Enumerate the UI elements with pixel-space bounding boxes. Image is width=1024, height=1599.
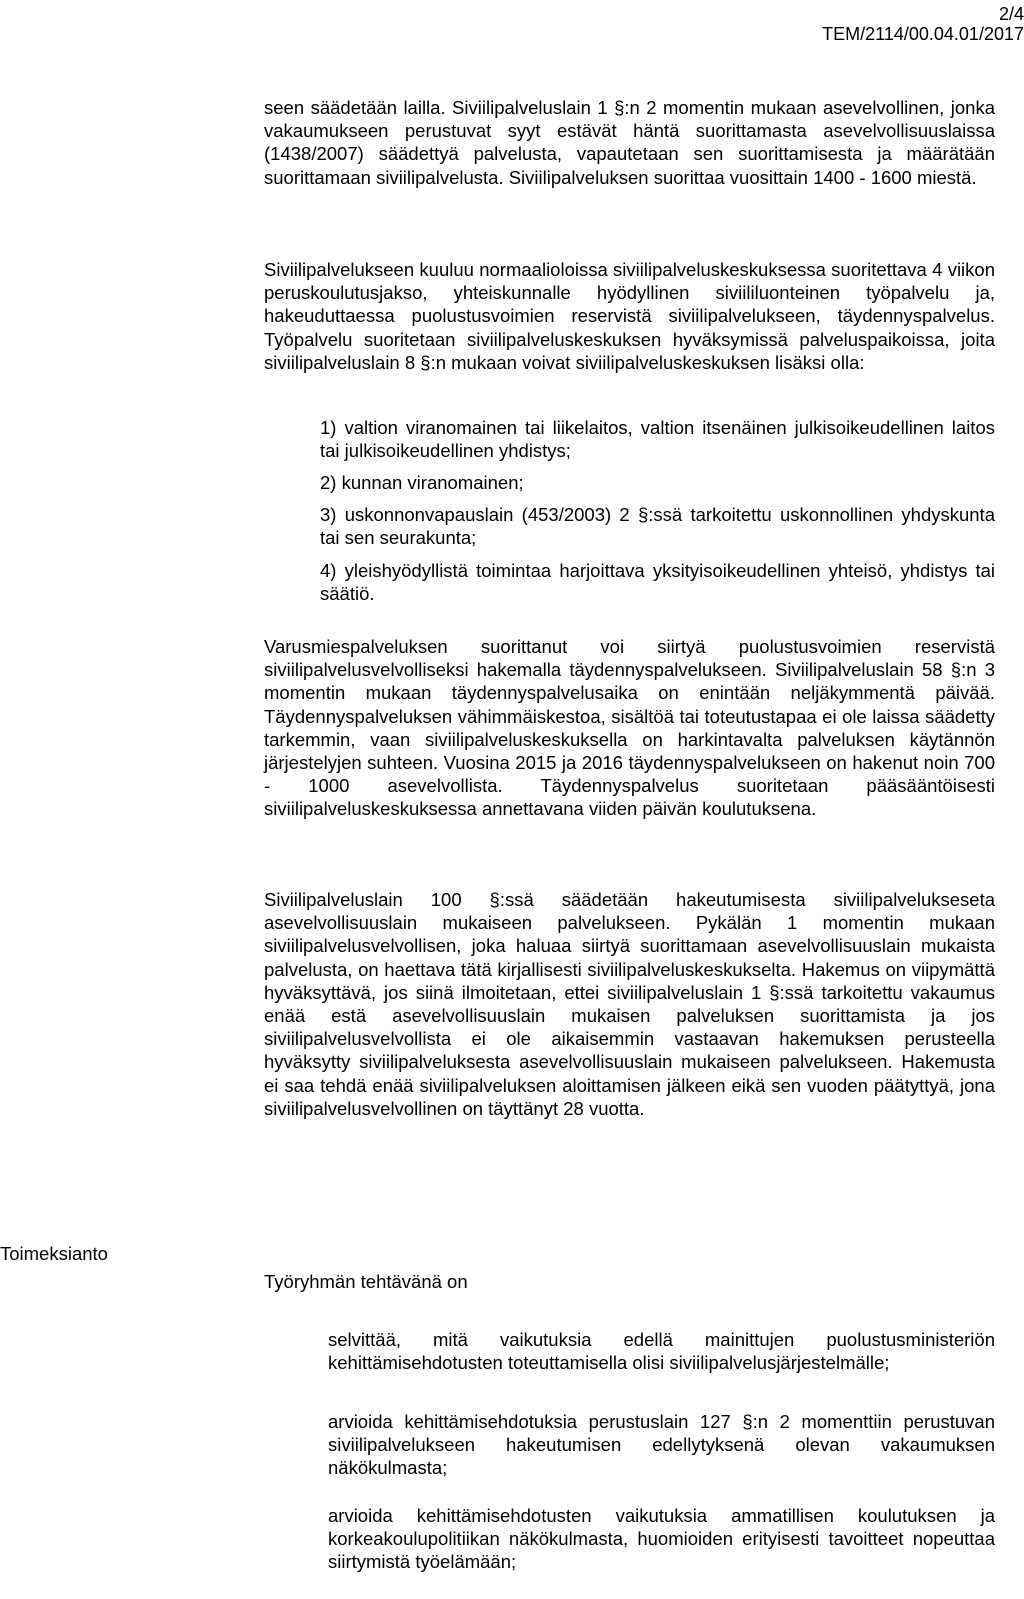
paragraph-text: Työryhmän tehtävänä on	[264, 1271, 468, 1292]
paragraph-tyoryhman-tehtava	[264, 1270, 995, 1293]
task-item: selvittää, mitä vaikutuksia edellä mainittujen puolustusministeriön kehittämisehdotusten toteuttamisella olisi siviilipalvelusjärjestelmälle;	[328, 1329, 995, 1374]
section-label-toimeksianto: Toimeksianto	[0, 1243, 108, 1264]
page-number: 2/4	[998, 4, 1024, 24]
paragraph-siviilipalvelus-content	[264, 258, 995, 374]
paragraph-text: seen säädetään lailla. Siviilipalveluslain 1 §:n 2 momentin mukaan asevelvollinen, jonka vakaumukseen perustuvat syyt estävät häntä suorittamasta asevelvollisuuslaissa (1438/2007) säädettyä palvelusta, vapautetaan sen suorittamisesta ja määrätään suorittamaan siviilipalvelusta. Siviilipalveluksen suorittaa vuosittain 1400 - 1600 miestä.	[264, 97, 995, 188]
paragraph-text: Varusmiespalveluksen suorittanut voi siirtyä puolustusvoimien reservistä siviilipalvelusvelvolliseksi hakemalla täydennyspalvelukseen. Siviilipalveluslain 58 §:n 3 momentin mukaan täydennyspalvelusaika on enintään neljäkymmentä päivää. Täydennyspalveluksen vähimmäiskestoa, sisältöä tai toteutustapaa ei ole laissa säädetty tarkemmin, vaan siviilipalveluskeskuksella on harkintavalta palveluksen käytännön järjestelyjen suhteen. Vuosina 2015 ja 2016 täydennyspalvelukseen on hakenut noin 700 - 1000 asevelvollista. Täydennyspalvelus suoritetaan pääsääntöisesti siviilipalveluskeskuksessa annettavana viiden päivän koulutuksena.	[264, 636, 995, 820]
task-item: arvioida kehittämisehdotusten vaikutuksia ammatillisen koulutuksen ja korkeakoulupolitiikan näkökulmasta, huomioiden erityisesti tavoitteet nopeuttaa siirtymistä työelämään;	[328, 1505, 995, 1573]
document-reference: TEM/2114/00.04.01/2017	[822, 24, 1024, 44]
paragraph-siviilipalvelus-intro	[264, 96, 995, 189]
paragraph-hakeutuminen	[264, 888, 995, 1120]
list-item: 4) yleishyödyllistä toimintaa harjoittava yksityisoikeudellinen yhteisö, yhdistys tai säätiö.	[320, 560, 995, 605]
list-item: 3) uskonnonvapauslain (453/2003) 2 §:ssä tarkoitettu uskonnollinen yhdyskunta tai sen seurakunta;	[320, 504, 995, 549]
paragraph-text: Siviilipalvelukseen kuuluu normaalioloissa siviilipalveluskeskuksessa suoritettava 4 viikon peruskoulutusjakso, yhteiskunnalle hyödyllinen siviililuonteinen työpalvelu ja, hakeuduttaessa puolustusvoimien reservistä siviilipalvelukseen, täydennyspalvelus. Työpalvelu suoritetaan siviilipalveluskeskuksen hyväksymissä palveluspaikoissa, joita siviilipalveluslain 8 §:n mukaan voivat siviilipalveluskeskuksen lisäksi olla:	[264, 259, 995, 373]
page-header	[724, 4, 1024, 44]
paragraph-text: Siviilipalveluslain 100 §:ssä säädetään hakeutumisesta siviilipalvelukseseta asevelvollisuuslain mukaiseen palvelukseen. Pykälän 1 momentin mukaan siviilipalvelusvelvollisen, joka haluaa siirtyä suorittamaan asevelvollisuuslain mukaista palvelusta, on haettava tätä kirjallisesti siviilipalveluskeskukselta. Hakemus on viipymättä hyväksyttävä, jos siinä ilmoitetaan, ettei siviilipalveluslain 1 §:ssä tarkoitettu vakaumus enää estä asevelvollisuuslain mukaisen palveluksen suorittamista ja jos siviilipalvelusvelvollista ei ole aikaisemmin vastaavan hakemuksen perusteella hyväksytty siviilipalveluksesta asevelvollisuuslain mukaiseen palvelukseen. Hakemusta ei saa tehdä enää siviilipalveluksen aloittamisen jälkeen eikä sen vuoden päätyttyä, jona siviilipalvelusvelvollinen on täyttänyt 28 vuotta.	[264, 889, 995, 1119]
paragraph-taydennyspalvelus	[264, 635, 995, 821]
list-item: 2) kunnan viranomainen;	[320, 472, 524, 493]
list-item: 1) valtion viranomainen tai liikelaitos, valtion itsenäinen julkisoikeudellinen laitos tai julkisoikeudellinen yhdistys;	[320, 417, 995, 462]
task-item: arvioida kehittämisehdotuksia perustuslain 127 §:n 2 momenttiin perustuvan siviilipalvelukseen hakeutumisen edellytyksenä olevan vakaumuksen näkökulmasta;	[328, 1411, 995, 1479]
